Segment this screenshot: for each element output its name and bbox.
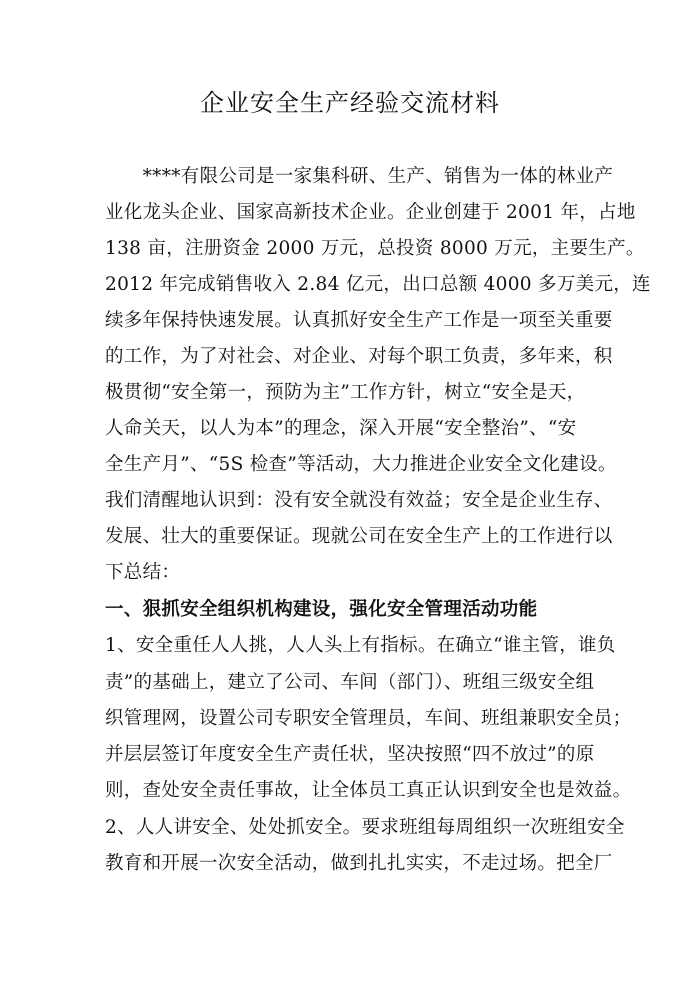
paragraph-line: 教育和开展一次安全活动，做到扎扎实实，不走过场。把全厂 bbox=[105, 853, 613, 874]
paragraph-line: ****有限公司是一家集科研、生产、销售为一体的林业产 bbox=[105, 166, 614, 187]
paragraph-line: 我们清醒地认识到：没有安全就没有效益；安全是企业生存、 bbox=[105, 490, 613, 511]
paragraph-line: 业化龙头企业、国家高新技术企业。企业创建于 2001 年，占地 bbox=[105, 202, 636, 223]
paragraph-line: 138 亩，注册资金 2000 万元，总投资 8000 万元，主要生产。 bbox=[105, 238, 645, 259]
paragraph-line: 2、人人讲安全、处处抓安全。要求班组每周组织一次班组安全 bbox=[105, 817, 625, 838]
paragraph-line: 2012 年完成销售收入 2.84 亿元，出口总额 4000 多万美元，连 bbox=[105, 274, 651, 295]
paragraph-line: 并层层签订年度安全生产责任状，坚决按照“四不放过”的原 bbox=[105, 744, 595, 765]
paragraph-line: 织管理网，设置公司专职安全管理员，车间、班组兼职安全员； bbox=[105, 708, 632, 729]
paragraph-line: 人命关天，以人为本”的理念，深入开展“安全整治”、“安 bbox=[105, 418, 577, 439]
paragraph-line: 则，查处安全责任事故，让全体员工真正认识到安全也是效益。 bbox=[105, 780, 632, 801]
paragraph-line: 极贯彻“安全第一，预防为主”工作方针，树立“安全是天， bbox=[105, 382, 586, 403]
paragraph-line: 续多年保持快速发展。认真抓好安全生产工作是一项至关重要 bbox=[105, 310, 613, 331]
paragraph-line: 下总结： bbox=[105, 562, 181, 583]
paragraph-line: 责”的基础上，建立了公司、车间（部门）、班组三级安全组 bbox=[105, 672, 595, 693]
paragraph-line: 的工作，为了对社会、对企业、对每个职工负责，多年来，积 bbox=[105, 346, 613, 367]
paragraph-line: 1、安全重任人人挑，人人头上有指标。在确立“谁主管，谁负 bbox=[105, 635, 616, 656]
document-title: 企业安全生产经验交流材料 bbox=[200, 89, 500, 117]
paragraph-line: 全生产月”、“5S 检查”等活动，大力推进企业安全文化建设。 bbox=[105, 454, 617, 475]
paragraph-line: 发展、壮大的重要保证。现就公司在安全生产上的工作进行以 bbox=[105, 526, 613, 547]
section-heading: 一、狠抓安全组织机构建设，强化安全管理活动功能 bbox=[105, 599, 538, 620]
